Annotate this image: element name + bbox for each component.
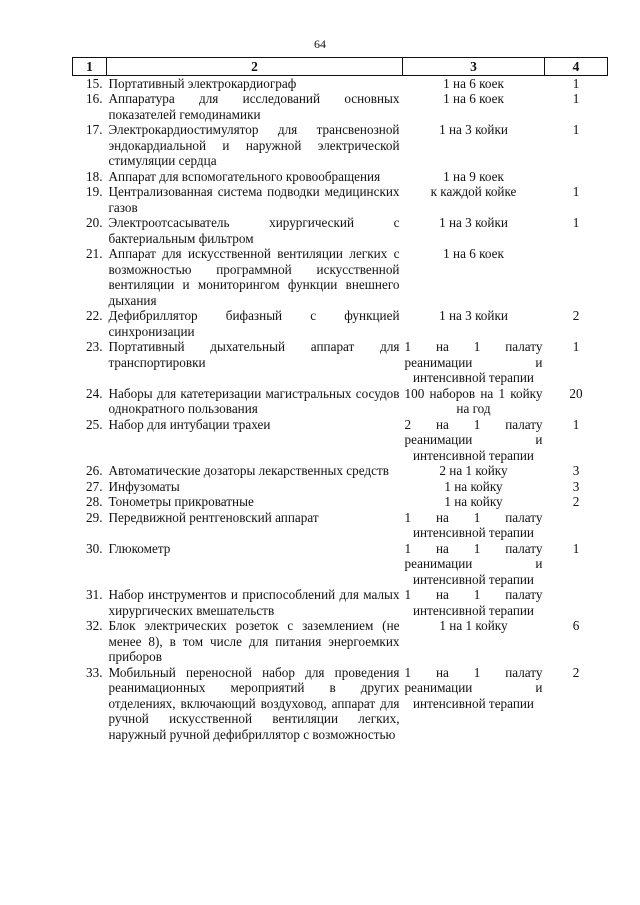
row-number: 18. bbox=[86, 168, 103, 184]
row-number: 22. bbox=[86, 308, 103, 323]
equipment-quantity: 1 на 6 коек bbox=[443, 246, 504, 261]
row-number: 19. bbox=[86, 184, 103, 199]
equipment-name: Передвижной рентгеновский аппарат bbox=[108, 509, 319, 525]
equipment-name: Электрокардиостимулятор для трансвенозной эндокардиальной и наружной электрической стимуляции сердца bbox=[108, 122, 400, 168]
equipment-quantity: 1 на 1 палату интенсивной терапии bbox=[404, 509, 543, 540]
equipment-count: 1 bbox=[572, 215, 580, 230]
table-row bbox=[73, 184, 608, 215]
equipment-name: Дефибриллятор бифазный с функцией синхронизации bbox=[108, 308, 400, 339]
table-row bbox=[73, 308, 608, 339]
table-row bbox=[73, 169, 608, 185]
equipment-name: Портативный электрокардиограф bbox=[108, 75, 297, 91]
equipment-name: Аппарат для вспомогательного кровообращения bbox=[108, 168, 381, 184]
equipment-name: Инфузоматы bbox=[108, 478, 180, 494]
row-number: 32. bbox=[86, 618, 103, 633]
table-row bbox=[73, 91, 608, 122]
equipment-quantity: 2 на 1 палату реанимации и интенсивной терапии bbox=[404, 416, 543, 463]
equipment-name: Аппарат для искусственной вентиляции легких с возможностью программной искусственной вентиляции и мониторингом функции внешнего дыхания bbox=[108, 246, 400, 308]
equipment-quantity: 1 на 1 палату реанимации и интенсивной терапии bbox=[404, 540, 543, 587]
equipment-count bbox=[545, 587, 608, 618]
row-number: 28. bbox=[86, 494, 103, 509]
table-row bbox=[73, 75, 608, 91]
equipment-quantity: 1 на 6 коек bbox=[443, 91, 504, 106]
equipment-count: 1 bbox=[572, 122, 580, 137]
equipment-count: 1 bbox=[572, 91, 580, 106]
header-col-3: 3 bbox=[403, 58, 545, 76]
header-col-1: 1 bbox=[73, 58, 107, 76]
equipment-name: Аппаратура для исследований основных показателей гемодинамики bbox=[108, 91, 400, 122]
row-number: 20. bbox=[86, 215, 103, 230]
equipment-count: 3 bbox=[572, 463, 580, 478]
equipment-table bbox=[72, 57, 608, 742]
row-number: 25. bbox=[86, 416, 103, 432]
equipment-quantity: 1 на 1 палату реанимации и интенсивной терапии bbox=[404, 664, 543, 711]
equipment-name: Набор инструментов и приспособлений для малых хирургических вмешательств bbox=[108, 587, 400, 618]
equipment-quantity: 1 на 6 коек bbox=[443, 75, 504, 91]
equipment-name: Портативный дыхательный аппарат для транспортировки bbox=[108, 339, 400, 370]
equipment-quantity: 100 наборов на 1 койку на год bbox=[404, 385, 543, 416]
equipment-quantity: 1 на койку bbox=[444, 478, 503, 494]
equipment-quantity: 1 на 3 койки bbox=[439, 215, 508, 230]
table-row bbox=[73, 665, 608, 743]
equipment-name: Блок электрических розеток с заземлением (не менее 8), в том числе для питания энергоемких приборов bbox=[108, 618, 400, 664]
equipment-count bbox=[545, 169, 608, 185]
table-row bbox=[73, 510, 608, 541]
table-row bbox=[73, 215, 608, 246]
row-number: 27. bbox=[86, 478, 103, 494]
table-row bbox=[73, 122, 608, 169]
table-row bbox=[73, 494, 608, 510]
equipment-count: 20 bbox=[569, 385, 583, 401]
equipment-count bbox=[545, 510, 608, 541]
equipment-name: Набор для интубации трахеи bbox=[108, 416, 271, 432]
row-number: 15. bbox=[86, 75, 103, 91]
table-row bbox=[73, 618, 608, 665]
row-number: 23. bbox=[86, 339, 103, 354]
header-col-2: 2 bbox=[107, 58, 403, 76]
equipment-quantity: 1 на 1 койку bbox=[439, 618, 508, 633]
equipment-name: Централизованная система подводки медицинских газов bbox=[108, 184, 400, 215]
equipment-count: 2 bbox=[572, 308, 580, 323]
equipment-name: Автоматические дозаторы лекарственных средств bbox=[108, 463, 389, 478]
row-number: 31. bbox=[86, 587, 103, 602]
equipment-count: 6 bbox=[572, 618, 580, 633]
row-number: 17. bbox=[86, 122, 103, 137]
table-row bbox=[73, 587, 608, 618]
page-number: 64 bbox=[314, 37, 326, 51]
table-row bbox=[73, 417, 608, 464]
row-number: 33. bbox=[86, 664, 103, 680]
equipment-name: Электроотсасыватель хирургический с бактериальным фильтром bbox=[108, 215, 400, 246]
equipment-quantity: 1 на 9 коек bbox=[443, 168, 504, 184]
header-col-4: 4 bbox=[545, 58, 608, 76]
row-number: 24. bbox=[86, 385, 103, 401]
equipment-quantity: 1 на 1 палату интенсивной терапии bbox=[404, 587, 543, 618]
equipment-quantity: 1 на койку bbox=[444, 494, 503, 509]
equipment-count: 1 bbox=[572, 184, 580, 199]
equipment-quantity: к каждой койке bbox=[430, 184, 517, 199]
equipment-name: Мобильный переносной набор для проведения реанимационных мероприятий в других отделениях, включающий воздуховод, аппарат для ручной искусственной вентиляции легких, наружный ручной дефибриллятор с возможностью bbox=[108, 664, 400, 742]
table-row bbox=[73, 386, 608, 417]
table-row bbox=[73, 479, 608, 495]
equipment-quantity: 1 на 1 палату реанимации и интенсивной терапии bbox=[404, 339, 543, 385]
table-row bbox=[73, 541, 608, 588]
table-row bbox=[73, 463, 608, 479]
equipment-name: Тонометры прикроватные bbox=[108, 494, 254, 509]
equipment-count: 2 bbox=[572, 664, 580, 680]
equipment-name: Глюкометр bbox=[108, 540, 171, 556]
row-number: 16. bbox=[86, 91, 103, 106]
row-number: 30. bbox=[86, 540, 103, 556]
equipment-count: 3 bbox=[572, 478, 580, 494]
equipment-count: 1 bbox=[572, 540, 580, 556]
equipment-quantity: 1 на 3 койки bbox=[439, 308, 508, 323]
equipment-count: 1 bbox=[572, 416, 580, 432]
row-number: 29. bbox=[86, 509, 103, 525]
row-number: 26. bbox=[86, 463, 103, 478]
equipment-quantity: 2 на 1 койку bbox=[439, 463, 508, 478]
equipment-count: 1 bbox=[572, 75, 580, 91]
equipment-count: 2 bbox=[572, 494, 580, 509]
table-header-row bbox=[73, 58, 608, 76]
equipment-count bbox=[545, 246, 608, 308]
row-number: 21. bbox=[86, 246, 103, 261]
table-row bbox=[73, 246, 608, 308]
equipment-quantity: 1 на 3 койки bbox=[439, 122, 508, 137]
equipment-count: 1 bbox=[572, 339, 580, 354]
table-row bbox=[73, 339, 608, 386]
equipment-name: Наборы для катетеризации магистральных сосудов однократного пользования bbox=[108, 385, 400, 416]
